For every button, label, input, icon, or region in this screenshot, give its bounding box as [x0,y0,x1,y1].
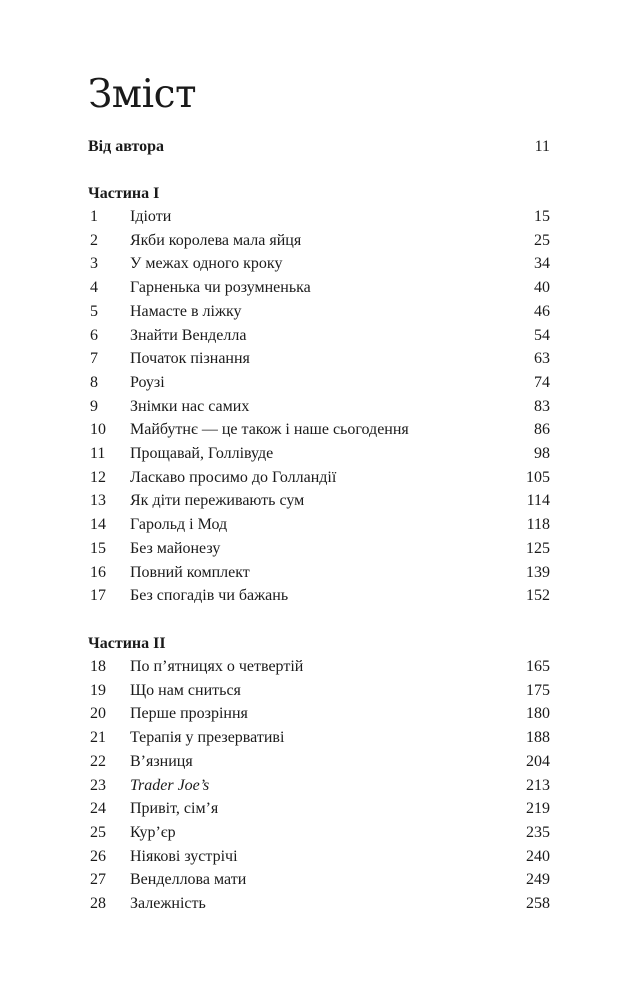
toc-entry-chapter-7 [88,347,550,371]
chapter-title: Роузі [130,373,165,391]
chapter-page-number: 40 [534,279,550,297]
chapter-number: 17 [90,587,106,605]
toc-entry-chapter-24 [88,797,550,821]
chapter-title: Без спогадів чи бажань [130,587,289,605]
chapter-number: 2 [90,231,98,249]
chapter-number: 13 [90,492,106,510]
part-heading-1: Частина I [88,185,160,202]
chapter-title: Прощавай, Голлівуде [130,445,274,462]
chapter-title: Привіт, сім’я [130,800,219,818]
chapter-title: Початок пізнання [130,350,250,368]
chapter-number: 6 [90,326,98,344]
chapter-number: 23 [90,776,106,794]
chapter-page-number: 114 [526,492,550,510]
toc-entry-label: Від автора [88,138,164,155]
chapter-page-number: 240 [526,847,550,865]
toc-entry-chapter-15 [88,537,550,561]
chapter-number: 27 [90,871,106,889]
toc-entry-chapter-26 [88,845,550,869]
toc-entry-chapter-20 [88,702,550,726]
toc-entry-chapter-1 [88,205,550,229]
toc-entry-chapter-4 [88,276,550,300]
chapter-number: 15 [90,539,106,557]
toc-entry-chapter-21 [88,726,550,750]
chapter-title: Trader Joe’s [130,776,210,794]
chapter-number: 8 [90,373,98,391]
chapter-page-number: 235 [526,823,550,841]
chapter-page-number: 139 [526,563,550,581]
toc-entry-chapter-6 [88,324,550,348]
chapter-title: Як діти переживають сум [130,492,305,510]
chapter-title: У межах одного кроку [130,255,283,273]
chapter-number: 12 [90,468,106,486]
toc-entry-chapter-2 [88,229,550,253]
chapter-number: 16 [90,563,106,581]
chapter-number: 4 [90,279,98,297]
chapter-number: 18 [90,658,106,675]
chapter-page-number: 180 [526,705,550,723]
toc-entry-chapter-14 [88,513,550,537]
chapter-page-number: 34 [534,255,550,273]
chapter-page-number: 165 [526,658,550,675]
toc-entry-chapter-27 [88,868,550,892]
chapter-page-number: 46 [534,302,550,320]
chapter-page-number: 105 [526,468,550,486]
toc-entry-chapter-17 [88,584,550,608]
chapter-number: 5 [90,302,98,320]
chapter-title: Залежність [130,895,206,912]
chapter-page-number: 86 [534,421,550,439]
chapter-title: Гарненька чи розумненька [130,279,311,297]
chapter-page-number: 152 [526,587,550,605]
chapter-page-number: 83 [534,397,550,415]
chapter-title: В’язниця [130,752,193,770]
part-heading-2: Частина II [88,635,166,652]
chapter-number: 22 [90,752,106,770]
toc-entry-chapter-3 [88,252,550,276]
chapter-number: 14 [90,516,106,534]
chapter-page-number: 204 [526,752,550,770]
toc-entry-chapter-19 [88,679,550,703]
toc-entry-chapter-8 [88,371,550,395]
toc-entry-chapter-5 [88,300,550,324]
chapter-title: Кур’єр [130,823,176,841]
chapter-title: Ласкаво просимо до Голландії [130,468,337,486]
chapter-page-number: 54 [534,326,550,344]
chapter-title: Ідіоти [130,208,172,225]
toc-entry-chapter-28 [88,892,550,916]
chapter-page-number: 249 [526,871,550,889]
chapter-number: 21 [90,729,106,747]
chapter-page-number: 188 [526,729,550,747]
chapter-number: 20 [90,705,106,723]
chapter-title: Намасте в ліжку [130,302,242,320]
chapter-title: По п’ятницях о четвертій [130,658,304,675]
toc-entry-chapter-25 [88,821,550,845]
toc-entry-chapter-10 [88,418,550,442]
chapter-number: 10 [90,421,106,439]
chapter-number: 11 [90,445,106,462]
chapter-page-number: 175 [526,681,550,699]
chapter-number: 19 [90,681,106,699]
chapter-number: 9 [90,397,98,415]
chapter-title: Ніякові зустрічі [130,847,238,865]
toc-entry-chapter-23 [88,774,550,798]
chapter-number: 3 [90,255,98,273]
chapter-page-number: 63 [534,350,550,368]
toc-entry-chapter-13 [88,489,550,513]
chapter-title: Якби королева мала яйця [130,231,302,249]
chapter-title: Повний комплект [130,563,250,581]
toc-entry-chapter-11 [88,442,550,466]
chapter-title: Венделлова мати [130,871,247,889]
chapter-number: 28 [90,895,106,912]
chapter-page-number: 213 [526,776,550,794]
chapter-page-number: 98 [534,445,550,462]
chapter-page-number: 125 [526,539,550,557]
toc-entry-chapter-9 [88,395,550,419]
chapter-number: 25 [90,823,106,841]
chapter-page-number: 219 [526,800,550,818]
chapter-title: Перше прозріння [130,705,248,723]
chapter-number: 7 [90,350,98,368]
toc-entry-chapter-22 [88,750,550,774]
chapter-title: Гарольд і Мод [130,516,228,534]
chapter-title: Знайти Венделла [130,326,247,344]
chapter-title: Що нам сниться [130,681,241,699]
toc-entry-page: 11 [534,138,550,155]
chapter-title: Терапія у презервативі [130,729,285,747]
chapter-title: Майбутнє — це також і наше сьогодення [130,421,409,439]
chapter-number: 26 [90,847,106,865]
chapter-page-number: 15 [534,208,550,225]
chapter-title: Знімки нас самих [130,397,250,415]
page-title: Зміст [88,72,197,117]
chapter-page-number: 258 [526,895,550,912]
toc-entry-chapter-12 [88,466,550,490]
chapter-title: Без майонезу [130,539,221,557]
chapter-page-number: 25 [534,231,550,249]
chapter-number: 1 [90,208,98,225]
chapter-number: 24 [90,800,106,818]
chapter-page-number: 118 [526,516,550,534]
toc-entry-chapter-16 [88,561,550,585]
chapter-page-number: 74 [534,373,550,391]
toc-entry-chapter-18 [88,655,550,679]
